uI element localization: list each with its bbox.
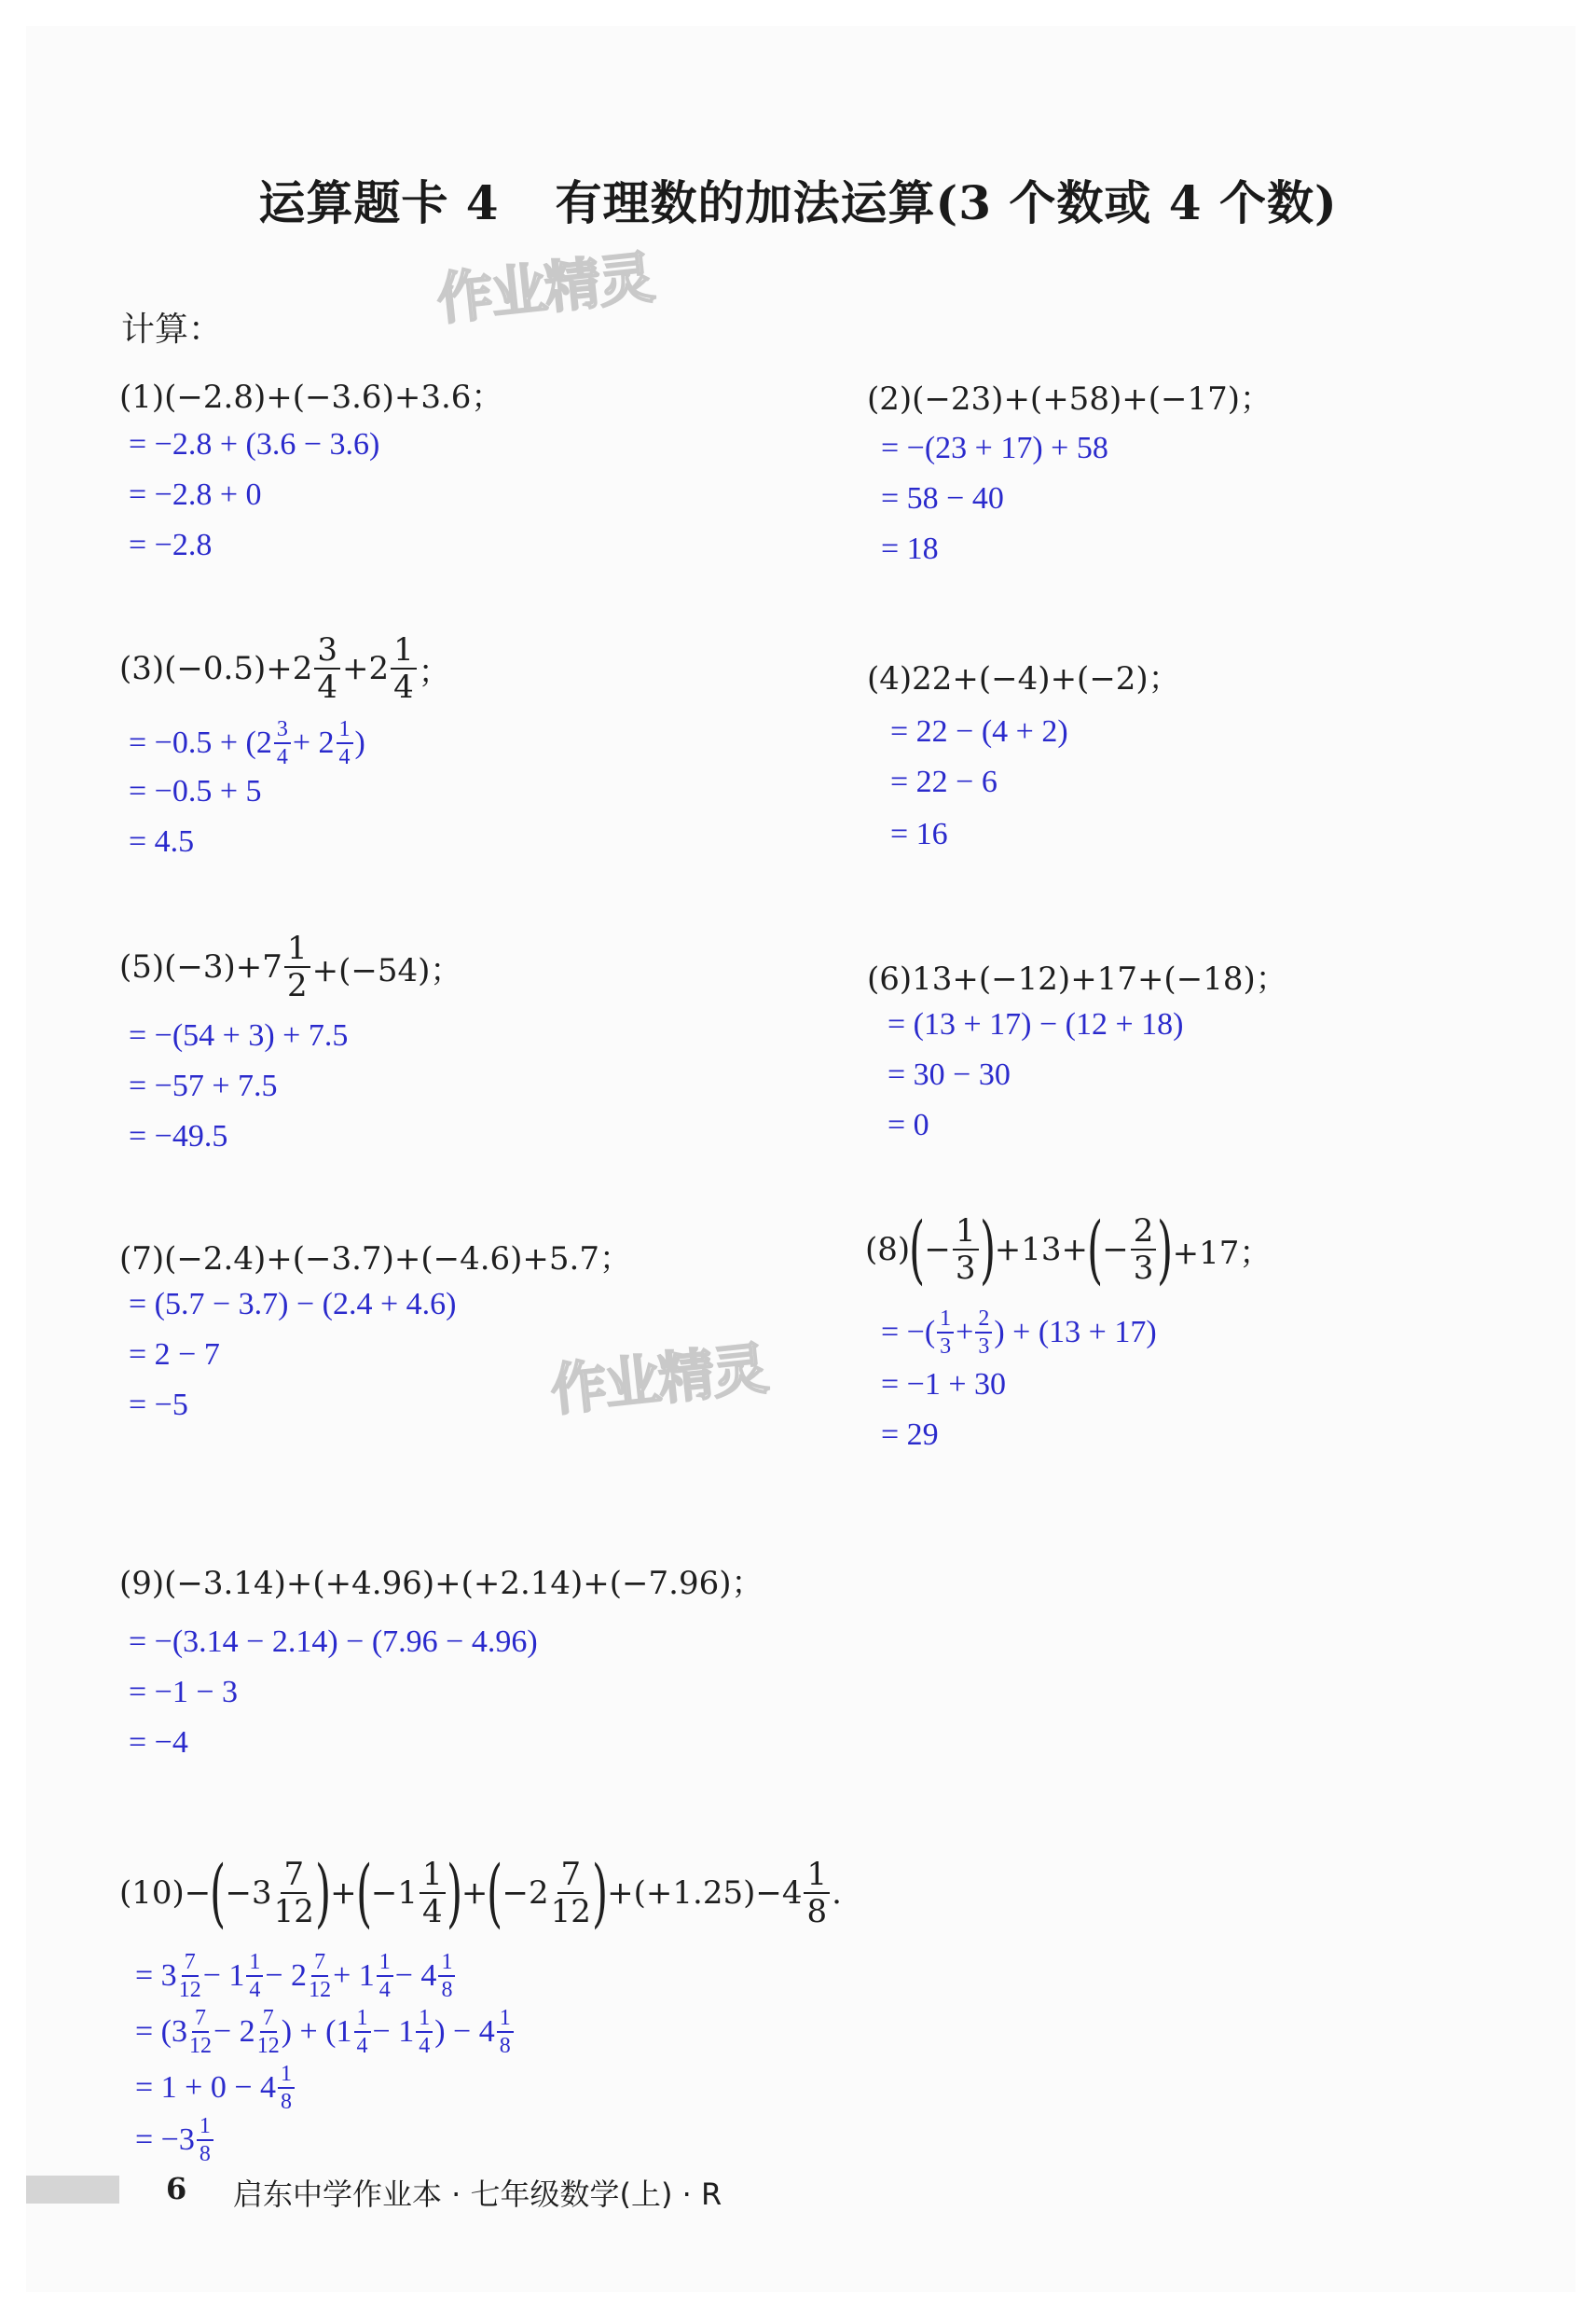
step-text: = 1 + 0 − 4 xyxy=(135,2070,277,2105)
denominator: 4 xyxy=(393,669,414,706)
denominator: 12 xyxy=(309,1978,332,2002)
problem-7-step-3: = −5 xyxy=(129,1388,188,1422)
fraction xyxy=(438,1951,455,2001)
numerator: 1 xyxy=(278,2063,295,2089)
denominator: 4 xyxy=(378,1978,391,2002)
left-paren: ( xyxy=(355,1849,372,1936)
fraction xyxy=(354,2007,371,2057)
fraction xyxy=(284,930,310,1004)
problem-10-step-3 xyxy=(135,2063,296,2113)
problem-10-step-2 xyxy=(135,2007,516,2057)
title-topic: 有理数的加法运算(3 个数或 4 个数) xyxy=(555,175,1338,230)
left-paren: ( xyxy=(1087,1206,1104,1292)
denominator: 4 xyxy=(338,745,351,769)
page-number: 6 xyxy=(166,2171,187,2206)
numerator: 7 xyxy=(281,1859,307,1894)
problem-9-step-1: = −(3.14 − 2.14) − (7.96 − 4.96) xyxy=(129,1624,538,1659)
problem-6-step-3: = 0 xyxy=(887,1108,929,1142)
step-text: − 1 xyxy=(202,1958,245,1993)
problem-5-step-1: = −(54 + 3) + 7.5 xyxy=(129,1018,349,1053)
problem-4-step-1: = 22 − (4 + 2) xyxy=(890,714,1068,749)
numerator: 1 xyxy=(416,2007,433,2033)
fraction xyxy=(278,2063,295,2113)
problem-1-question: (1)(−2.8)+(−3.6)+3.6； xyxy=(119,379,503,416)
fraction xyxy=(314,631,340,706)
step-text: = −3 xyxy=(135,2122,195,2157)
denominator: 12 xyxy=(550,1893,591,1930)
numerator: 7 xyxy=(192,2007,209,2033)
denominator: 2 xyxy=(286,967,308,1004)
watermark-top: 作业精灵 xyxy=(433,245,656,333)
problem-5-step-2: = −57 + 7.5 xyxy=(129,1069,278,1103)
numerator: 1 xyxy=(497,2007,514,2033)
right-paren: ) xyxy=(591,1849,609,1936)
fraction xyxy=(273,1856,314,1930)
problem-6-step-2: = 30 − 30 xyxy=(887,1057,1011,1092)
fraction xyxy=(953,1212,979,1287)
problem-3-question xyxy=(119,631,450,706)
numerator: 1 xyxy=(953,1215,979,1251)
problem-5-text-b: +(−54)； xyxy=(311,951,462,989)
denominator: 4 xyxy=(276,745,288,769)
problem-8-middle: +13+ xyxy=(994,1231,1088,1268)
whole-part: −2 xyxy=(502,1874,549,1912)
problem-9-question: (9)(−3.14)+(+4.96)+(+2.14)+(−7.96)； xyxy=(119,1565,764,1602)
step-text: − 1 xyxy=(372,2014,415,2049)
numerator: 3 xyxy=(314,634,340,670)
denominator: 3 xyxy=(978,1334,990,1359)
right-paren: ) xyxy=(979,1206,996,1292)
denominator: 4 xyxy=(356,2034,368,2058)
problem-10-step-4 xyxy=(135,2115,215,2165)
negative-sign: − xyxy=(924,1231,951,1268)
problem-9-step-3: = −4 xyxy=(129,1725,188,1760)
fraction xyxy=(337,718,353,768)
fraction xyxy=(246,1951,263,2001)
step-text: ) xyxy=(354,726,365,760)
problem-6-step-1: = (13 + 17) − (12 + 18) xyxy=(887,1007,1184,1042)
numerator: 1 xyxy=(337,718,353,744)
denominator: 8 xyxy=(806,1893,828,1930)
section-label: 计算： xyxy=(121,311,223,349)
problem-3-text-b: +2 xyxy=(342,650,390,687)
problem-4-step-2: = 22 − 6 xyxy=(890,765,998,799)
problem-10-end: . xyxy=(832,1874,842,1912)
denominator: 12 xyxy=(189,2034,212,2058)
numerator: 7 xyxy=(182,1951,199,1977)
numerator: 1 xyxy=(284,933,310,968)
denominator: 12 xyxy=(273,1893,314,1930)
problem-10-question xyxy=(119,1849,842,1936)
denominator: 12 xyxy=(178,1978,201,2002)
numerator: 2 xyxy=(975,1307,992,1334)
fraction xyxy=(975,1307,992,1358)
problem-8-question xyxy=(865,1206,1272,1292)
negative-sign: − xyxy=(1102,1231,1129,1268)
problem-10-tail: +(+1.25)−4 xyxy=(607,1874,803,1912)
fraction xyxy=(420,1856,446,1930)
denominator: 8 xyxy=(281,2090,293,2114)
fraction xyxy=(377,1951,393,2001)
problem-5-question xyxy=(119,930,462,1004)
denominator: 12 xyxy=(256,2034,280,2058)
denominator: 8 xyxy=(441,1978,453,2002)
page-title xyxy=(0,166,1596,233)
numerator: 7 xyxy=(311,1951,328,1977)
denominator: 4 xyxy=(317,669,338,706)
fraction xyxy=(937,1307,954,1358)
problem-1-step-2: = −2.8 + 0 xyxy=(129,477,262,512)
whole-part: −3 xyxy=(225,1874,272,1912)
problem-8-end: +17； xyxy=(1172,1234,1272,1272)
step-text: ) + (13 + 17) xyxy=(994,1315,1157,1349)
denominator: 4 xyxy=(249,1978,261,2002)
problem-3-step-3: = 4.5 xyxy=(129,824,195,859)
denominator: 3 xyxy=(1133,1250,1154,1287)
right-paren: ) xyxy=(1157,1206,1174,1292)
step-text: + 2 xyxy=(292,726,335,760)
problem-2-step-3: = 18 xyxy=(881,532,939,566)
fraction xyxy=(497,2007,514,2057)
left-paren: ( xyxy=(909,1206,926,1292)
numerator: 2 xyxy=(1131,1215,1157,1251)
watermark-middle: 作业精灵 xyxy=(547,1336,770,1424)
problem-8-step-3: = 29 xyxy=(881,1417,939,1452)
numerator: 3 xyxy=(274,718,291,744)
problem-3-step-2: = −0.5 + 5 xyxy=(129,774,262,808)
problem-8-number: (8) xyxy=(865,1231,911,1268)
numerator: 7 xyxy=(260,2007,277,2033)
numerator: 1 xyxy=(197,2115,213,2141)
fraction xyxy=(416,2007,433,2057)
fraction xyxy=(257,2007,280,2057)
problem-2-step-1: = −(23 + 17) + 58 xyxy=(881,431,1108,465)
left-paren: ( xyxy=(487,1849,503,1936)
problem-3-text-a: (3)(−0.5)+2 xyxy=(119,650,313,687)
denominator: 8 xyxy=(199,2142,211,2166)
problem-1-step-3: = −2.8 xyxy=(129,528,213,562)
denominator: 8 xyxy=(499,2034,511,2058)
problem-5-text-a: (5)(−3)+7 xyxy=(119,948,282,986)
problem-8-step-2: = −1 + 30 xyxy=(881,1367,1007,1402)
footer-bar xyxy=(26,2176,119,2204)
fraction xyxy=(391,631,417,706)
problem-3-text-c: ； xyxy=(418,653,450,691)
denominator: 3 xyxy=(955,1250,976,1287)
fraction xyxy=(189,2007,212,2057)
numerator: 1 xyxy=(354,2007,371,2033)
step-text: − 2 xyxy=(265,1958,308,1993)
problem-10-step-1 xyxy=(135,1951,457,2001)
problem-7-step-2: = 2 − 7 xyxy=(129,1337,220,1372)
step-text: + 1 xyxy=(333,1958,375,1993)
step-text: + xyxy=(956,1315,974,1349)
fraction xyxy=(309,1951,331,2001)
denominator: 3 xyxy=(940,1334,952,1359)
plus-sign: + xyxy=(461,1874,488,1912)
step-text: = (3 xyxy=(135,2014,187,2049)
problem-9-step-2: = −1 − 3 xyxy=(129,1675,239,1709)
problem-8-step-1 xyxy=(881,1307,1157,1358)
problem-6-question: (6)13+(−12)+17+(−18)； xyxy=(867,961,1287,998)
problem-7-step-1: = (5.7 − 3.7) − (2.4 + 4.6) xyxy=(129,1287,457,1321)
fraction xyxy=(274,718,291,768)
step-text: = −( xyxy=(881,1315,936,1349)
numerator: 1 xyxy=(804,1859,830,1894)
problem-1-step-1: = −2.8 + (3.6 − 3.6) xyxy=(129,427,380,462)
step-text: = 3 xyxy=(135,1958,177,1993)
fraction xyxy=(550,1856,591,1930)
numerator: 1 xyxy=(246,1951,263,1977)
numerator: 1 xyxy=(937,1307,954,1334)
left-paren: ( xyxy=(210,1849,227,1936)
problem-5-step-3: = −49.5 xyxy=(129,1119,228,1154)
numerator: 1 xyxy=(420,1859,446,1894)
problem-4-step-3: = 16 xyxy=(890,817,948,851)
numerator: 1 xyxy=(377,1951,393,1977)
right-paren: ) xyxy=(314,1849,332,1936)
right-paren: ) xyxy=(446,1849,462,1936)
fraction xyxy=(1131,1212,1157,1287)
numerator: 1 xyxy=(391,634,417,670)
numerator: 7 xyxy=(557,1859,584,1894)
problem-4-question: (4)22+(−4)+(−2)； xyxy=(867,660,1180,698)
step-text: ) + (1 xyxy=(281,2014,352,2049)
fraction xyxy=(179,1951,201,2001)
whole-part: −1 xyxy=(370,1874,418,1912)
plus-sign: + xyxy=(330,1874,357,1912)
step-text: ) − 4 xyxy=(434,2014,495,2049)
denominator: 4 xyxy=(419,2034,431,2058)
problem-2-step-2: = 58 − 40 xyxy=(881,481,1004,516)
fraction xyxy=(197,2115,213,2165)
step-text: − 4 xyxy=(394,1958,437,1993)
title-card-number: 运算题卡 4 xyxy=(258,175,500,230)
denominator: 4 xyxy=(421,1893,443,1930)
problem-2-question: (2)(−23)+(+58)+(−17)； xyxy=(867,380,1272,418)
problem-7-question: (7)(−2.4)+(−3.7)+(−4.6)+5.7； xyxy=(119,1240,631,1278)
problem-10-number: (10)− xyxy=(119,1874,212,1912)
step-text: − 2 xyxy=(213,2014,255,2049)
problem-3-step-1 xyxy=(129,718,365,768)
step-text: = −0.5 + (2 xyxy=(129,726,272,760)
book-title: 启东中学作业本 · 七年级数学(上) · R xyxy=(233,2177,722,2212)
fraction xyxy=(804,1856,830,1930)
numerator: 1 xyxy=(438,1951,455,1977)
